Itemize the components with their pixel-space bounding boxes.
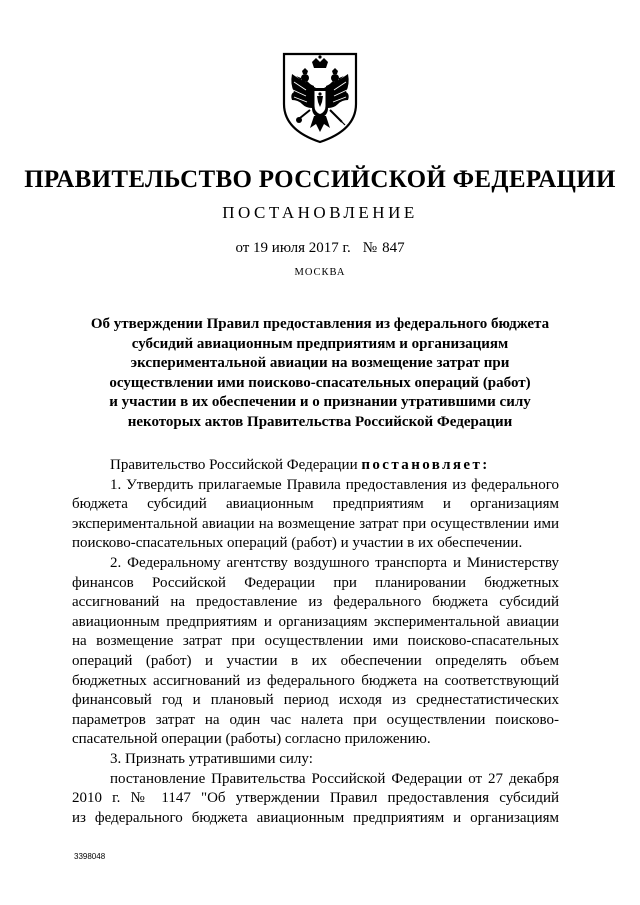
body-line: 2010 г. № 1147 "Об утверждении Правил предоставления субсидий [72, 790, 559, 807]
heading-line: субсидий авиационным предприятиям и организациям [131, 335, 509, 352]
body-line: 1. Утвердить прилагаемые Правила предоставления из федерального [110, 476, 559, 493]
heading-line: некоторых актов Правительства Российской Федерации [127, 413, 513, 430]
body-line: экспериментальной авиации на возмещение затрат при осуществлении ими [72, 515, 559, 532]
government-title: ПРАВИТЕЛЬСТВО РОССИЙСКОЙ ФЕДЕРАЦИИ [24, 166, 616, 193]
number-sign: № [362, 240, 378, 256]
russian-coat-of-arms-icon [272, 50, 368, 146]
heading-line: и участии в их обеспечении и о признании утратившими силу [109, 394, 531, 410]
date-number-line [0, 240, 640, 257]
intro-prefix: Правительство Российской Федерации [110, 457, 358, 473]
intro-line [72, 456, 559, 476]
intro-spaced-verb: постановляет: [361, 457, 490, 473]
body-line: ассигнований на предоставление из федерального бюджета субсидий [72, 594, 559, 611]
body-line: постановление Правительства Российской Федерации от 27 декабря [110, 770, 559, 787]
body-line: параметров затрат на один час налета при осуществлении поисково- [72, 711, 559, 728]
document-kind: ПОСТАНОВЛЕНИЕ [222, 203, 418, 222]
body-line: бюджетных ассигнований из федерального бюджета на соответствующий [72, 672, 559, 689]
document-heading [60, 315, 580, 432]
body-line: на возмещение затрат при осуществлении ими поисково-спасательных [72, 633, 559, 650]
heading-line: осуществлении ими поисково-спасательных операций (работ) [109, 374, 531, 391]
body-line: 3. Признать утратившими силу: [110, 750, 313, 767]
body-line: из федерального бюджета авиационным предприятиям и организациям [72, 809, 559, 826]
heading-line: экспериментальной авиации на возмещение затрат при [130, 355, 510, 371]
body-line: авиационным предприятиям и организациям экспериментальной авиации [72, 613, 559, 630]
document-number: 847 [382, 240, 405, 256]
body-line: финансовый год и плановый период исходя из среднестатистических [72, 692, 559, 709]
city-name: МОСКВА [294, 267, 346, 278]
body-line: 2. Федеральному агентству воздушного транспорта и Министерству [110, 554, 559, 571]
body-line: поисково-спасательных операций (работ) и участии в их обеспечении. [72, 535, 523, 552]
document-date: от 19 июля 2017 г. [235, 240, 351, 256]
body-line: бюджета субсидий авиационным предприятиям и организациям [72, 496, 559, 513]
document-body [72, 456, 559, 828]
body-line: операций (работ) и участии в их обеспечении определять объем [72, 652, 559, 669]
heading-line: Об утверждении Правил предоставления из федерального бюджета [90, 316, 550, 332]
body-line: спасательной операции (работы) согласно приложению. [72, 731, 431, 748]
body-line: финансов Российской Федерации при планировании бюджетных [72, 574, 559, 591]
footer-document-code: 3398048 [74, 852, 106, 861]
